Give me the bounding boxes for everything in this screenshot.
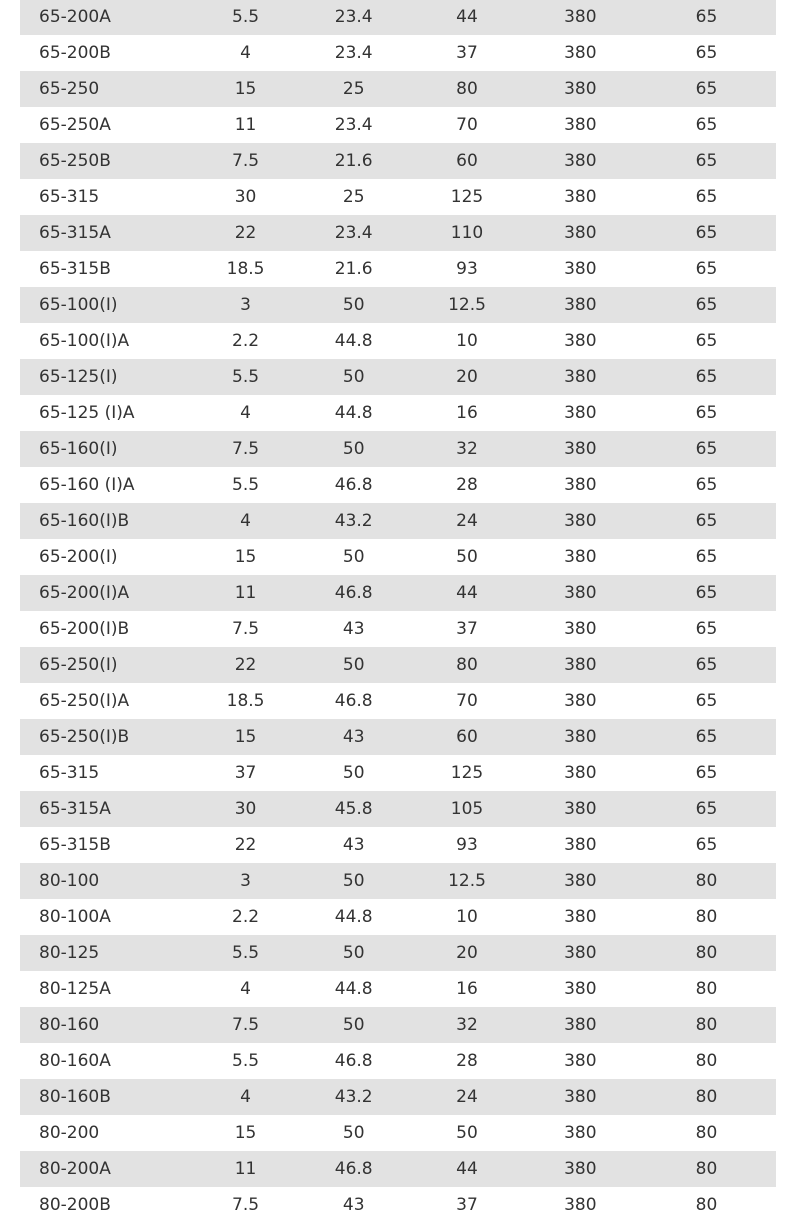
voltage-cell: 380 bbox=[524, 935, 637, 971]
model-cell: 65-100(I) bbox=[20, 287, 194, 323]
head-cell: 10 bbox=[456, 907, 478, 927]
table-row bbox=[20, 575, 776, 611]
diameter-cell: 65 bbox=[637, 791, 776, 827]
power-cell: 15 bbox=[194, 719, 297, 755]
diameter-cell: 65 bbox=[637, 431, 776, 467]
power-cell: 18.5 bbox=[226, 259, 265, 279]
voltage-cell: 380 bbox=[564, 403, 597, 423]
voltage-cell: 380 bbox=[564, 331, 597, 351]
voltage-cell: 380 bbox=[524, 1007, 637, 1043]
diameter-cell: 65 bbox=[637, 71, 776, 107]
head-cell: 125 bbox=[450, 187, 484, 207]
diameter-cell: 65 bbox=[637, 503, 776, 539]
diameter-cell: 65 bbox=[637, 575, 776, 611]
voltage-cell: 380 bbox=[524, 71, 637, 107]
table-row bbox=[20, 647, 776, 683]
model-cell: 65-250B bbox=[20, 143, 194, 179]
model-cell: 80-200B bbox=[39, 1195, 111, 1215]
power-cell: 5.5 bbox=[194, 0, 297, 35]
power-cell: 7.5 bbox=[232, 1195, 260, 1215]
power-cell: 37 bbox=[234, 763, 257, 783]
flow-cell: 46.8 bbox=[334, 1051, 373, 1071]
power-cell: 30 bbox=[234, 187, 257, 207]
power-cell: 7.5 bbox=[194, 1007, 297, 1043]
diameter-cell: 65 bbox=[695, 619, 718, 639]
power-cell: 11 bbox=[194, 575, 297, 611]
flow-cell: 43 bbox=[342, 619, 365, 639]
voltage-cell: 380 bbox=[564, 547, 597, 567]
power-cell: 4 bbox=[240, 979, 251, 999]
flow-cell: 43 bbox=[297, 719, 410, 755]
model-cell: 65-125 (I)A bbox=[39, 403, 135, 423]
head-cell: 125 bbox=[450, 763, 484, 783]
power-cell: 2.2 bbox=[232, 907, 260, 927]
power-cell: 2.2 bbox=[232, 331, 260, 351]
model-cell: 65-200(I) bbox=[39, 547, 118, 567]
table-row bbox=[20, 431, 776, 467]
table-row bbox=[20, 1151, 776, 1187]
diameter-cell: 80 bbox=[695, 979, 718, 999]
voltage-cell: 380 bbox=[524, 647, 637, 683]
power-cell: 7.5 bbox=[232, 619, 260, 639]
power-cell: 15 bbox=[234, 547, 257, 567]
head-cell: 12.5 bbox=[410, 287, 523, 323]
head-cell: 80 bbox=[410, 71, 523, 107]
voltage-cell: 380 bbox=[564, 907, 597, 927]
diameter-cell: 80 bbox=[637, 935, 776, 971]
flow-cell: 50 bbox=[297, 935, 410, 971]
model-cell: 65-250(I) bbox=[20, 647, 194, 683]
flow-cell: 44.8 bbox=[334, 979, 373, 999]
head-cell: 12.5 bbox=[410, 863, 523, 899]
voltage-cell: 380 bbox=[524, 143, 637, 179]
table-row bbox=[20, 539, 776, 575]
voltage-cell: 380 bbox=[564, 115, 597, 135]
flow-cell: 23.4 bbox=[297, 215, 410, 251]
voltage-cell: 380 bbox=[524, 431, 637, 467]
head-cell: 32 bbox=[410, 1007, 523, 1043]
table-row bbox=[20, 899, 776, 935]
model-cell: 65-160(I) bbox=[20, 431, 194, 467]
flow-cell: 50 bbox=[342, 1123, 365, 1143]
flow-cell: 43.2 bbox=[297, 1079, 410, 1115]
voltage-cell: 380 bbox=[524, 503, 637, 539]
head-cell: 70 bbox=[456, 115, 478, 135]
flow-cell: 50 bbox=[297, 863, 410, 899]
table-row bbox=[20, 935, 776, 971]
table-row bbox=[20, 107, 776, 143]
table-row bbox=[20, 0, 776, 35]
table-row bbox=[20, 503, 776, 539]
flow-cell: 43 bbox=[342, 1195, 365, 1215]
model-cell: 80-100 bbox=[20, 863, 194, 899]
table-row bbox=[20, 251, 776, 287]
model-cell: 65-250 bbox=[20, 71, 194, 107]
model-cell: 80-200A bbox=[20, 1151, 194, 1187]
flow-cell: 46.8 bbox=[297, 1151, 410, 1187]
power-cell: 15 bbox=[194, 71, 297, 107]
diameter-cell: 65 bbox=[637, 647, 776, 683]
head-cell: 50 bbox=[456, 547, 478, 567]
diameter-cell: 65 bbox=[637, 359, 776, 395]
head-cell: 105 bbox=[410, 791, 523, 827]
model-cell: 65-250(I)A bbox=[39, 691, 130, 711]
model-cell: 65-250(I)B bbox=[20, 719, 194, 755]
flow-cell: 50 bbox=[297, 1007, 410, 1043]
flow-cell: 46.8 bbox=[297, 575, 410, 611]
table-row bbox=[20, 683, 776, 719]
voltage-cell: 380 bbox=[564, 691, 597, 711]
flow-cell: 50 bbox=[342, 763, 365, 783]
table-row bbox=[20, 611, 776, 647]
diameter-cell: 65 bbox=[695, 835, 718, 855]
table-row bbox=[20, 467, 776, 503]
table-row bbox=[20, 323, 776, 359]
table-row bbox=[20, 287, 776, 323]
head-cell: 44 bbox=[410, 0, 523, 35]
diameter-cell: 65 bbox=[695, 43, 718, 63]
model-cell: 80-160B bbox=[20, 1079, 194, 1115]
diameter-cell: 65 bbox=[695, 115, 718, 135]
flow-cell: 50 bbox=[297, 359, 410, 395]
model-cell: 65-100(I)A bbox=[39, 331, 130, 351]
diameter-cell: 80 bbox=[695, 1195, 718, 1215]
voltage-cell: 380 bbox=[564, 979, 597, 999]
table-row bbox=[20, 1007, 776, 1043]
flow-cell: 25 bbox=[297, 71, 410, 107]
voltage-cell: 380 bbox=[524, 863, 637, 899]
diameter-cell: 80 bbox=[695, 1123, 718, 1143]
diameter-cell: 65 bbox=[695, 547, 718, 567]
power-cell: 4 bbox=[194, 1079, 297, 1115]
table-row bbox=[20, 1187, 776, 1223]
flow-cell: 44.8 bbox=[334, 907, 373, 927]
voltage-cell: 380 bbox=[524, 1079, 637, 1115]
table-row bbox=[20, 395, 776, 431]
head-cell: 24 bbox=[410, 503, 523, 539]
head-cell: 93 bbox=[456, 259, 478, 279]
head-cell: 60 bbox=[410, 143, 523, 179]
head-cell: 60 bbox=[410, 719, 523, 755]
flow-cell: 46.8 bbox=[334, 475, 373, 495]
model-cell: 80-200 bbox=[39, 1123, 100, 1143]
model-cell: 80-100A bbox=[39, 907, 111, 927]
power-cell: 3 bbox=[194, 287, 297, 323]
flow-cell: 50 bbox=[297, 647, 410, 683]
model-cell: 65-200(I)A bbox=[20, 575, 194, 611]
power-cell: 22 bbox=[194, 215, 297, 251]
voltage-cell: 380 bbox=[524, 287, 637, 323]
diameter-cell: 65 bbox=[695, 187, 718, 207]
power-cell: 30 bbox=[194, 791, 297, 827]
voltage-cell: 380 bbox=[564, 1051, 597, 1071]
voltage-cell: 380 bbox=[564, 475, 597, 495]
model-cell: 80-160A bbox=[39, 1051, 111, 1071]
diameter-cell: 65 bbox=[695, 691, 718, 711]
voltage-cell: 380 bbox=[524, 719, 637, 755]
head-cell: 37 bbox=[456, 1195, 478, 1215]
model-cell: 65-315B bbox=[39, 835, 111, 855]
spec-table-body bbox=[20, 0, 776, 1223]
diameter-cell: 80 bbox=[637, 863, 776, 899]
model-cell: 65-315A bbox=[20, 215, 194, 251]
flow-cell: 44.8 bbox=[334, 331, 373, 351]
model-cell: 65-160(I)B bbox=[20, 503, 194, 539]
head-cell: 16 bbox=[456, 979, 478, 999]
voltage-cell: 380 bbox=[564, 763, 597, 783]
power-cell: 11 bbox=[234, 115, 257, 135]
head-cell: 80 bbox=[410, 647, 523, 683]
head-cell: 37 bbox=[456, 43, 478, 63]
voltage-cell: 380 bbox=[524, 0, 637, 35]
head-cell: 20 bbox=[410, 359, 523, 395]
head-cell: 70 bbox=[456, 691, 478, 711]
head-cell: 50 bbox=[456, 1123, 478, 1143]
voltage-cell: 380 bbox=[524, 575, 637, 611]
power-cell: 5.5 bbox=[194, 935, 297, 971]
pump-spec-table bbox=[20, 0, 776, 1223]
flow-cell: 23.4 bbox=[297, 0, 410, 35]
head-cell: 110 bbox=[410, 215, 523, 251]
power-cell: 7.5 bbox=[194, 431, 297, 467]
flow-cell: 50 bbox=[297, 287, 410, 323]
table-row bbox=[20, 755, 776, 791]
head-cell: 44 bbox=[410, 1151, 523, 1187]
flow-cell: 50 bbox=[342, 547, 365, 567]
model-cell: 80-160 bbox=[20, 1007, 194, 1043]
voltage-cell: 380 bbox=[564, 187, 597, 207]
head-cell: 16 bbox=[456, 403, 478, 423]
power-cell: 11 bbox=[194, 1151, 297, 1187]
diameter-cell: 65 bbox=[695, 475, 718, 495]
flow-cell: 23.4 bbox=[334, 115, 373, 135]
table-row bbox=[20, 827, 776, 863]
head-cell: 44 bbox=[410, 575, 523, 611]
flow-cell: 23.4 bbox=[334, 43, 373, 63]
head-cell: 10 bbox=[456, 331, 478, 351]
head-cell: 20 bbox=[410, 935, 523, 971]
model-cell: 65-250A bbox=[39, 115, 111, 135]
flow-cell: 21.6 bbox=[334, 259, 373, 279]
diameter-cell: 65 bbox=[695, 331, 718, 351]
model-cell: 65-125(I) bbox=[20, 359, 194, 395]
table-row bbox=[20, 215, 776, 251]
diameter-cell: 65 bbox=[637, 0, 776, 35]
diameter-cell: 80 bbox=[637, 1079, 776, 1115]
diameter-cell: 65 bbox=[695, 763, 718, 783]
diameter-cell: 65 bbox=[637, 143, 776, 179]
head-cell: 28 bbox=[456, 475, 478, 495]
power-cell: 5.5 bbox=[232, 475, 260, 495]
model-cell: 80-125A bbox=[39, 979, 111, 999]
flow-cell: 45.8 bbox=[297, 791, 410, 827]
flow-cell: 21.6 bbox=[297, 143, 410, 179]
head-cell: 24 bbox=[410, 1079, 523, 1115]
diameter-cell: 80 bbox=[637, 1007, 776, 1043]
power-cell: 5.5 bbox=[232, 1051, 260, 1071]
power-cell: 7.5 bbox=[194, 143, 297, 179]
head-cell: 28 bbox=[456, 1051, 478, 1071]
model-cell: 65-200(I)B bbox=[39, 619, 130, 639]
power-cell: 15 bbox=[234, 1123, 257, 1143]
table-row bbox=[20, 1079, 776, 1115]
flow-cell: 44.8 bbox=[334, 403, 373, 423]
table-row bbox=[20, 359, 776, 395]
table-row bbox=[20, 863, 776, 899]
voltage-cell: 380 bbox=[564, 43, 597, 63]
voltage-cell: 380 bbox=[524, 359, 637, 395]
table-row bbox=[20, 143, 776, 179]
diameter-cell: 65 bbox=[637, 215, 776, 251]
power-cell: 22 bbox=[194, 647, 297, 683]
voltage-cell: 380 bbox=[564, 259, 597, 279]
table-row bbox=[20, 35, 776, 71]
table-row bbox=[20, 719, 776, 755]
model-cell: 65-200A bbox=[20, 0, 194, 35]
power-cell: 5.5 bbox=[194, 359, 297, 395]
voltage-cell: 380 bbox=[564, 1195, 597, 1215]
flow-cell: 25 bbox=[342, 187, 365, 207]
table-row bbox=[20, 791, 776, 827]
table-row bbox=[20, 971, 776, 1007]
head-cell: 32 bbox=[410, 431, 523, 467]
voltage-cell: 380 bbox=[564, 835, 597, 855]
diameter-cell: 65 bbox=[637, 287, 776, 323]
model-cell: 65-315A bbox=[20, 791, 194, 827]
power-cell: 3 bbox=[194, 863, 297, 899]
diameter-cell: 65 bbox=[695, 403, 718, 423]
voltage-cell: 380 bbox=[524, 1151, 637, 1187]
power-cell: 22 bbox=[234, 835, 257, 855]
table-row bbox=[20, 1043, 776, 1079]
head-cell: 93 bbox=[456, 835, 478, 855]
diameter-cell: 80 bbox=[695, 1051, 718, 1071]
flow-cell: 46.8 bbox=[334, 691, 373, 711]
flow-cell: 43.2 bbox=[297, 503, 410, 539]
diameter-cell: 80 bbox=[637, 1151, 776, 1187]
diameter-cell: 65 bbox=[637, 719, 776, 755]
voltage-cell: 380 bbox=[524, 791, 637, 827]
model-cell: 80-125 bbox=[20, 935, 194, 971]
model-cell: 65-200B bbox=[39, 43, 111, 63]
voltage-cell: 380 bbox=[564, 619, 597, 639]
model-cell: 65-315 bbox=[39, 763, 100, 783]
model-cell: 65-160 (I)A bbox=[39, 475, 135, 495]
table-row bbox=[20, 71, 776, 107]
diameter-cell: 65 bbox=[695, 259, 718, 279]
power-cell: 4 bbox=[240, 43, 251, 63]
voltage-cell: 380 bbox=[524, 215, 637, 251]
voltage-cell: 380 bbox=[564, 1123, 597, 1143]
flow-cell: 43 bbox=[342, 835, 365, 855]
table-row bbox=[20, 1115, 776, 1151]
flow-cell: 50 bbox=[297, 431, 410, 467]
power-cell: 4 bbox=[240, 403, 251, 423]
diameter-cell: 80 bbox=[695, 907, 718, 927]
model-cell: 65-315B bbox=[39, 259, 111, 279]
table-row bbox=[20, 179, 776, 215]
model-cell: 65-315 bbox=[39, 187, 100, 207]
power-cell: 18.5 bbox=[226, 691, 265, 711]
head-cell: 37 bbox=[456, 619, 478, 639]
power-cell: 4 bbox=[194, 503, 297, 539]
